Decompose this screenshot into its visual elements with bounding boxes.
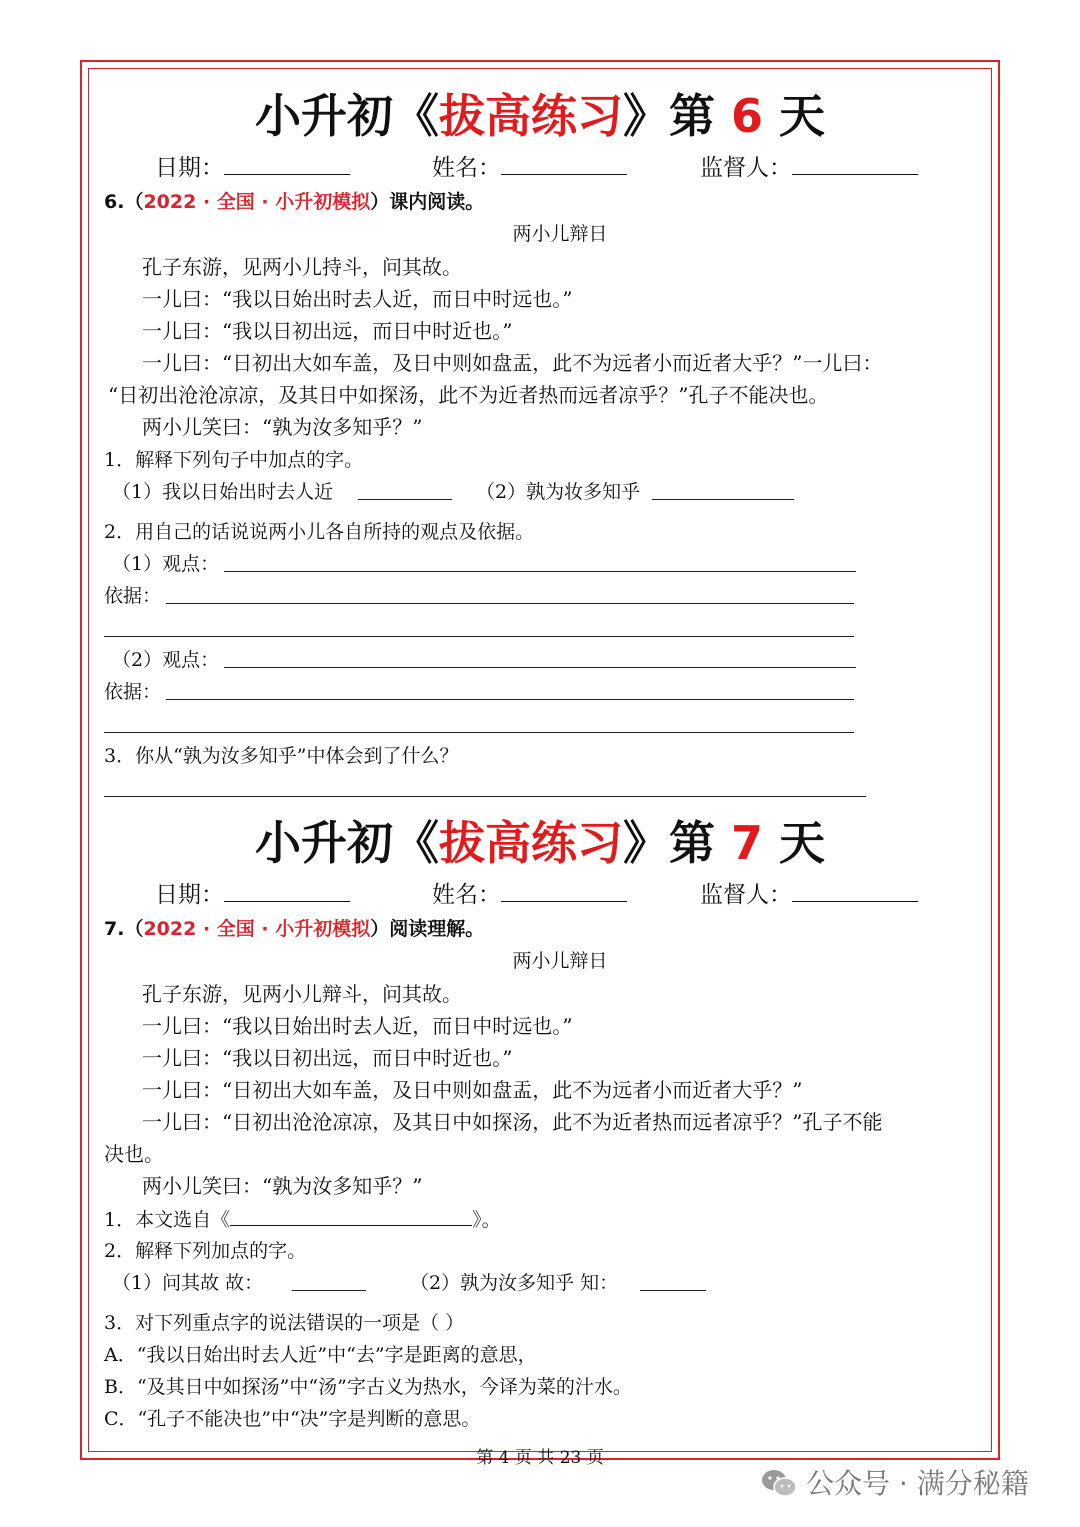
day6-q1-text: 1．解释下列句子中加点的字。: [104, 449, 364, 471]
day7-date-field[interactable]: 日期：: [155, 879, 350, 910]
day7-option-a: A．“我以日始出时去人近”中“去”字是距离的意思，: [104, 1344, 537, 1366]
day7-passage-title: 两小儿辩日: [512, 950, 608, 972]
day7-name-field[interactable]: 姓名：: [432, 879, 627, 910]
day6-q1a: （1）我以日始出时去人近: [112, 481, 334, 503]
day7-paragraph: 孔子东游，见两小儿辩斗，问其故。: [142, 982, 462, 1006]
day6-question-header: 6.（2022 · 全国 · 小升初模拟）课内阅读。: [104, 191, 485, 213]
day7-paragraph: 一儿曰：“我以日初出远，而日中时近也。”: [142, 1046, 513, 1070]
day6-date-field[interactable]: 日期：: [155, 152, 350, 183]
wechat-icon: [760, 1468, 798, 1498]
day6-q2-basis2-label: 依据：: [104, 681, 162, 703]
day7-option-b: B．“及其日中如探汤”中“汤”字古义为热水，今译为菜的汁水。: [104, 1376, 632, 1398]
day7-option-c: C．“孔子不能决也”中“决”字是判断的意思。: [104, 1408, 481, 1430]
day6-name-field[interactable]: 姓名：: [432, 152, 627, 183]
day7-q2b-answer-line[interactable]: [640, 1290, 706, 1291]
watermark-text: 公众号 · 满分秘籍: [806, 1467, 1029, 1500]
day6-title: 小升初《拔高练习》第 6 天: [254, 89, 826, 143]
day6-q2-view1-line[interactable]: [224, 571, 856, 572]
day7-q2b: （2）孰为汝多知乎 知：: [410, 1272, 619, 1294]
day6-q3-answer-line[interactable]: [104, 796, 866, 797]
day6-q1a-answer-line[interactable]: [358, 499, 452, 500]
day6-q2-view2-label: （2）观点：: [112, 649, 220, 671]
page-footer: 第 4 页 共 23 页: [476, 1448, 604, 1468]
day7-supervisor-field[interactable]: 监督人：: [700, 879, 918, 910]
day6-q2-view1-label: （1）观点：: [112, 553, 220, 575]
day6-q1b-answer-line[interactable]: [652, 499, 794, 500]
day6-q2-basis1-label: 依据：: [104, 585, 162, 607]
day6-paragraph: 两小儿笑曰：“孰为汝多知乎？”: [142, 415, 423, 439]
day6-q2-basis2-line[interactable]: [166, 699, 854, 700]
day6-supervisor-field[interactable]: 监督人：: [700, 152, 918, 183]
day7-question-header: 7.（2022 · 全国 · 小升初模拟）阅读理解。: [104, 918, 485, 940]
day6-q2-basis1-line2[interactable]: [104, 636, 854, 637]
day7-paragraph: 一儿曰：“日初出沧沧凉凉，及其日中如探汤，此不为近者热而远者凉乎？”孔子不能: [142, 1110, 883, 1134]
day7-paragraph: 决也。: [104, 1142, 164, 1166]
day6-q2-text: 2．用自己的话说说两小儿各自所持的观点及依据。: [104, 521, 535, 543]
day7-q2-text: 2．解释下列加点的字。: [104, 1240, 307, 1262]
day7-q3-text: 3．对下列重点字的说法错误的一项是（ ）: [104, 1312, 465, 1334]
day7-paragraph: 两小儿笑曰：“孰为汝多知乎？”: [142, 1174, 423, 1198]
day7-title: 小升初《拔高练习》第 7 天: [254, 816, 826, 870]
day7-q1-text: 1．本文选自《 》。: [104, 1205, 501, 1234]
day6-q3-text: 3．你从“孰为汝多知乎”中体会到了什么？: [104, 745, 459, 767]
day6-q2-view2-line[interactable]: [224, 667, 856, 668]
day6-paragraph: 一儿曰：“我以日初出远，而日中时近也。”: [142, 319, 513, 343]
day6-paragraph: 一儿曰：“日初出大如车盖，及日中则如盘盂，此不为远者小而近者大乎？”一儿曰：: [142, 351, 883, 375]
day6-paragraph: 一儿曰：“我以日始出时去人近，而日中时远也。”: [142, 287, 573, 311]
day6-q2-basis2-line2[interactable]: [104, 732, 854, 733]
day6-paragraph: “日初出沧沧凉凉，及其日中如探汤，此不为近者热而远者凉乎？”孔子不能决也。: [108, 383, 829, 407]
day6-q2-basis1-line[interactable]: [166, 603, 854, 604]
day6-q1b: （2）孰为妆多知乎: [476, 481, 641, 503]
day7-paragraph: 一儿曰：“我以日始出时去人近，而日中时远也。”: [142, 1014, 573, 1038]
day7-q2a-answer-line[interactable]: [292, 1290, 366, 1291]
day6-passage-title: 两小儿辩日: [512, 223, 608, 245]
day7-paragraph: 一儿曰：“日初出大如车盖，及日中则如盘盂，此不为远者小而近者大乎？”: [142, 1078, 803, 1102]
day7-q2a: （1）问其故 故：: [112, 1272, 264, 1294]
day6-paragraph: 孔子东游，见两小儿持斗，问其故。: [142, 255, 462, 279]
